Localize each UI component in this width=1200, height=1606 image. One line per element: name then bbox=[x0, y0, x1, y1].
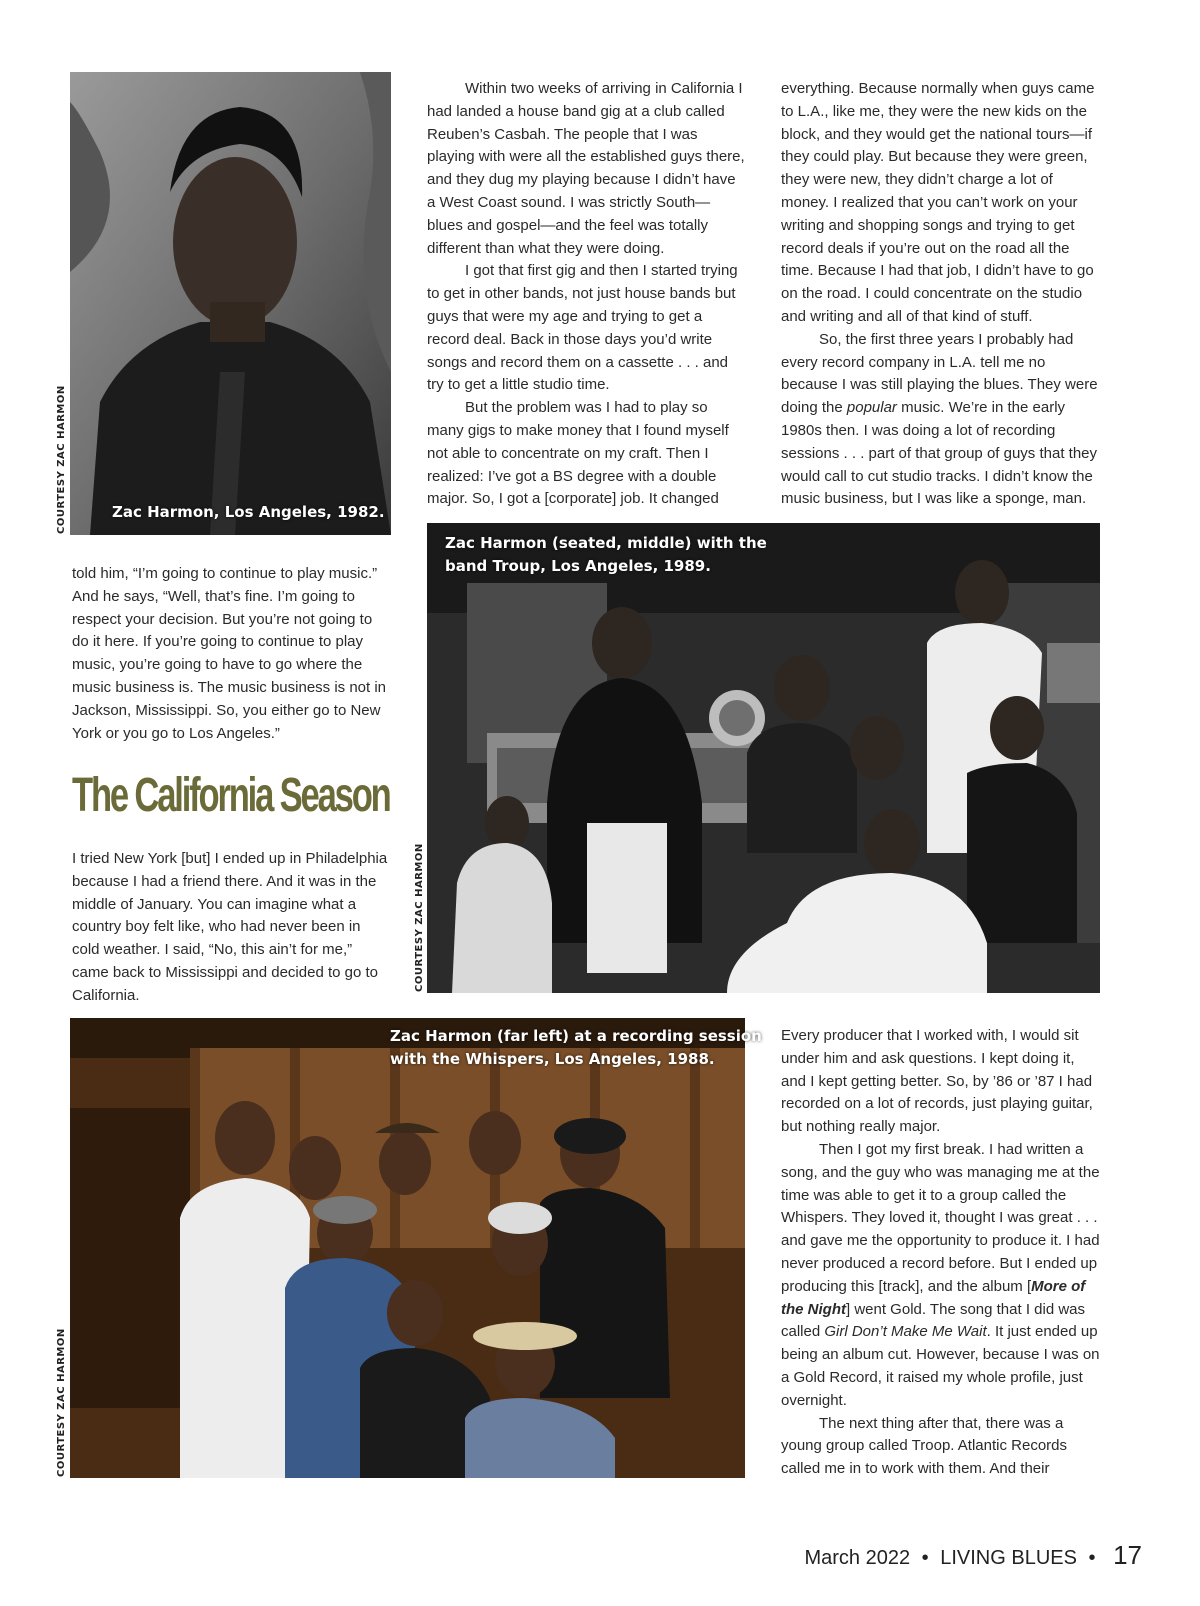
troup-caption bbox=[445, 532, 767, 578]
paragraph: Within two weeks of arriving in California I had landed a house band gig at a club called Reuben’s Casbah. The people that I was playing with were all the established guys there, and they dug my playing because I didn’t have a West Coast sound. I was strictly South—blues and gospel—and the feel was totally different than what they were doing. bbox=[427, 80, 745, 257]
text-column-right-top bbox=[781, 78, 1101, 511]
text-run: music. We’re in the early 1980s then. I was doing a lot of recording sessions . . . part of that group of guys that they would call to cut studio tracks. I didn’t know the music business, but I was like a sponge, man. bbox=[781, 399, 1098, 508]
caption-line: Zac Harmon (seated, middle) with the bbox=[445, 534, 767, 552]
page-number: 17 bbox=[1113, 1540, 1142, 1570]
footer-bullet: • bbox=[921, 1547, 929, 1569]
magazine-name: LIVING BLUES bbox=[940, 1547, 1077, 1569]
text-column-middle-top bbox=[427, 78, 745, 511]
footer-bullet: • bbox=[1088, 1547, 1096, 1569]
paragraph: I tried New York [but] I ended up in Philadelphia because I had a friend there. And it was in the middle of January. You can imagine what a country boy felt like, who had never been in cold weather. I said, “No, this ain’t for me,” came back to Mississippi and decided to go to California. bbox=[72, 850, 388, 1004]
paragraph: everything. Because normally when guys came to L.A., like me, they were the new kids on the block, and they would get the national tours—if they could play. But because they were green, they were new, they didn’t charge a lot of money. I realized that you can’t work on your writing and shopping songs and trying to get record deals if you’re out on the road all the time. Because I had that job, I didn’t have to go on the road. I could concentrate on the studio and writing and all of that kind of stuff. bbox=[781, 80, 1095, 325]
album-title: More of the Night bbox=[781, 1277, 1086, 1318]
paragraph: I got that first gig and then I started trying to get in other bands, not just house bands but guys that were my age and trying to get a record deal. Back in those days you’d write songs and record them on a cassette . . . and try to get a little studio time. bbox=[427, 262, 738, 394]
paragraph bbox=[781, 1139, 1101, 1413]
paragraph: But the problem was I had to play so many gigs to make money that I found myself not able to concentrate on my craft. Then I realized: I’ve got a BS degree with a double major. So, I got a [corporate] job. It changed bbox=[427, 399, 729, 508]
troup-credit: COURTESY ZAC HARMON bbox=[414, 843, 425, 992]
paragraph: Every producer that I worked with, I would sit under him and ask questions. I kept doing it, and I kept getting better. So, by ’86 or ’87 I had recorded on a lot of records, just playing guitar, but nothing really major. bbox=[781, 1027, 1093, 1136]
paragraph: The next thing after that, there was a young group called Troop. Atlantic Records called me in to work with them. And their bbox=[781, 1414, 1068, 1478]
caption-line: Zac Harmon (far left) at a recording session bbox=[390, 1027, 762, 1045]
portrait-credit: COURTESY ZAC HARMON bbox=[56, 385, 67, 534]
text-column-right-low bbox=[781, 1025, 1101, 1481]
paragraph bbox=[781, 329, 1101, 511]
page-footer bbox=[804, 1540, 1142, 1571]
caption-line: with the Whispers, Los Angeles, 1988. bbox=[390, 1050, 715, 1068]
section-heading: The California Season bbox=[72, 769, 390, 822]
emphasis-text: popular bbox=[846, 399, 897, 417]
text-column-left-mid bbox=[72, 563, 392, 745]
issue-date: March 2022 bbox=[804, 1547, 911, 1569]
whispers-credit: COURTESY ZAC HARMON bbox=[56, 1328, 67, 1477]
whispers-photo bbox=[70, 1018, 745, 1478]
portrait-photo bbox=[70, 72, 391, 535]
portrait-caption: Zac Harmon, Los Angeles, 1982. bbox=[112, 503, 385, 521]
text-column-left-low bbox=[72, 848, 392, 1008]
text-run: ] went Gold. The song that I did was called bbox=[781, 1300, 1086, 1341]
text-run: Then I got my first break. I had written a song, and the guy who was managing me at the time was able to get it to a group called the Whispers. They loved it, thought I was great . . . and gave me the opportunity to produce it. I had never produced a record before. But I ended up producing this [track], and the album [ bbox=[781, 1140, 1100, 1295]
song-title: Girl Don’t Make Me Wait bbox=[824, 1323, 987, 1341]
troup-photo bbox=[427, 523, 1100, 993]
text-run: . It just ended up being an album cut. However, because I was on a Gold Record, it raised my whole profile, just overnight. bbox=[781, 1323, 1100, 1409]
whispers-caption bbox=[390, 1025, 762, 1071]
paragraph: told him, “I’m going to continue to play music.” And he says, “Well, that’s fine. I’m going to respect your decision. But you’re not going to do it here. If you’re going to continue to play music, you’re going to have to go where the music business is. The music business is not in Jackson, Mississippi. So, you either go to New York or you go to Los Angeles.” bbox=[72, 565, 387, 742]
text-run: So, the first three years I probably had every record company in L.A. tell me no because I was still playing the blues. They were doing the bbox=[781, 330, 1098, 417]
caption-line: band Troup, Los Angeles, 1989. bbox=[445, 557, 711, 575]
